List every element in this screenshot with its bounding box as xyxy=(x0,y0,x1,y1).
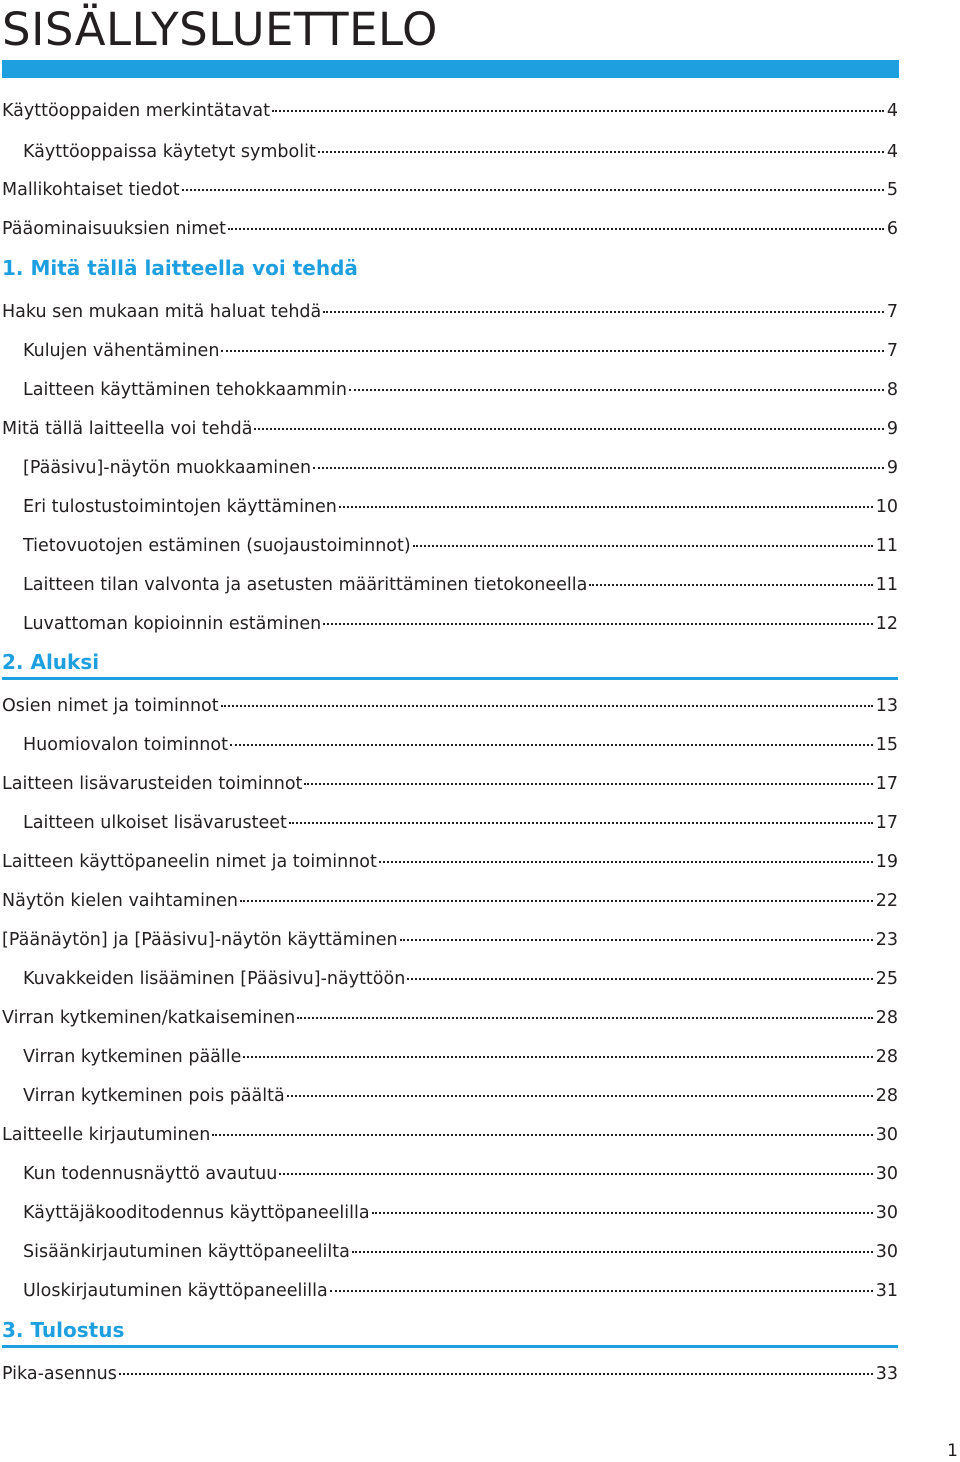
toc-entry-label: Käyttöoppaissa käytetyt symbolit xyxy=(23,142,316,162)
toc-entry[interactable] xyxy=(23,572,898,598)
dot-leader xyxy=(272,110,884,112)
toc-entry-label: Laitteelle kirjautuminen xyxy=(2,1125,211,1145)
toc-entry-label: Laitteen ulkoiset lisävarusteet xyxy=(23,813,287,833)
toc-entry-label: Mallikohtaiset tiedot xyxy=(2,180,180,200)
dot-leader xyxy=(323,623,872,625)
dot-leader xyxy=(379,861,873,863)
toc-entry[interactable] xyxy=(2,1361,898,1387)
dot-leader xyxy=(407,978,872,980)
dot-leader xyxy=(230,744,873,746)
toc-entry[interactable] xyxy=(23,139,898,165)
dot-leader xyxy=(212,1134,872,1136)
dot-leader xyxy=(589,584,872,586)
dot-leader xyxy=(400,939,873,941)
dot-leader xyxy=(313,467,884,469)
toc-entry-page: 22 xyxy=(875,891,898,911)
toc-entry-page: 11 xyxy=(875,575,898,595)
toc-entry[interactable] xyxy=(23,1161,898,1187)
toc-entry-page: 12 xyxy=(875,614,898,634)
toc-entry-page: 4 xyxy=(886,101,898,121)
toc-entry-page: 7 xyxy=(886,302,898,322)
toc-entry-label: Virran kytkeminen päälle xyxy=(23,1047,242,1067)
toc-entry-label: Tietovuotojen estäminen (suojaustoiminnot) xyxy=(23,536,411,556)
toc-entry-label: Mitä tällä laitteella voi tehdä xyxy=(2,419,253,439)
toc-entry-page: 19 xyxy=(875,852,898,872)
dot-leader xyxy=(323,311,884,313)
chapter-heading: 2. Aluksi xyxy=(2,650,100,674)
toc-entry-page: 5 xyxy=(886,180,898,200)
toc-entry-page: 9 xyxy=(886,419,898,439)
toc-entry-label: Laitteen tilan valvonta ja asetusten määrittäminen tietokoneella xyxy=(23,575,588,595)
toc-entry-label: Osien nimet ja toiminnot xyxy=(2,696,219,716)
toc-entry-label: Kulujen vähentäminen xyxy=(23,341,220,361)
toc-entry-label: Pika-asennus xyxy=(2,1364,117,1384)
toc-entry-page: 30 xyxy=(875,1164,898,1184)
toc-entry[interactable] xyxy=(23,533,898,559)
toc-entry-page: 15 xyxy=(875,735,898,755)
dot-leader xyxy=(413,545,873,547)
toc-entry[interactable] xyxy=(2,1122,898,1148)
dot-leader xyxy=(221,350,883,352)
toc-entry[interactable] xyxy=(2,98,898,124)
toc-entry[interactable] xyxy=(23,1278,898,1304)
dot-leader xyxy=(243,1056,872,1058)
dot-leader xyxy=(182,189,884,191)
dot-leader xyxy=(352,1251,873,1253)
toc-entry[interactable] xyxy=(23,810,898,836)
dot-leader xyxy=(279,1173,872,1175)
toc-entry-label: Uloskirjautuminen käyttöpaneelilla xyxy=(23,1281,328,1301)
toc-entry-label: Näytön kielen vaihtaminen xyxy=(2,891,238,911)
toc-entry[interactable] xyxy=(23,494,898,520)
toc-entry-page: 10 xyxy=(875,497,898,517)
toc-entry-label: Huomiovalon toiminnot xyxy=(23,735,228,755)
toc-entry-label: Kun todennusnäyttö avautuu xyxy=(23,1164,278,1184)
toc-entry[interactable] xyxy=(2,1005,898,1031)
dot-leader xyxy=(119,1373,873,1375)
dot-leader xyxy=(221,705,873,707)
toc-entry[interactable] xyxy=(2,416,898,442)
toc-entry-label: Virran kytkeminen pois päältä xyxy=(23,1086,285,1106)
toc-entry[interactable] xyxy=(2,177,898,203)
toc-entry[interactable] xyxy=(2,771,898,797)
toc-entry[interactable] xyxy=(23,1239,898,1265)
toc-entry-page: 33 xyxy=(875,1364,898,1384)
toc-entry-label: Laitteen käyttäminen tehokkaammin xyxy=(23,380,347,400)
toc-entry-page: 9 xyxy=(886,458,898,478)
toc-entry-label: Virran kytkeminen/katkaiseminen xyxy=(2,1008,296,1028)
toc-entry-page: 11 xyxy=(875,536,898,556)
dot-leader xyxy=(240,900,873,902)
dot-leader xyxy=(228,228,884,230)
toc-entry-page: 31 xyxy=(875,1281,898,1301)
toc-entry[interactable] xyxy=(23,1200,898,1226)
toc-entry-page: 23 xyxy=(875,930,898,950)
toc-entry-page: 30 xyxy=(875,1125,898,1145)
toc-entry-label: Sisäänkirjautuminen käyttöpaneelilta xyxy=(23,1242,350,1262)
toc-entry-label: [Pääsivu]-näytön muokkaaminen xyxy=(23,458,312,478)
dot-leader xyxy=(254,428,883,430)
toc-entry[interactable] xyxy=(23,611,898,637)
chapter-rule xyxy=(2,677,898,680)
toc-entry[interactable] xyxy=(23,732,898,758)
toc-entry-page: 17 xyxy=(875,774,898,794)
toc-entry-page: 25 xyxy=(875,969,898,989)
toc-entry[interactable] xyxy=(23,377,898,403)
toc-entry-label: Luvattoman kopioinnin estäminen xyxy=(23,614,322,634)
toc-entry[interactable] xyxy=(23,455,898,481)
toc-entry[interactable] xyxy=(23,1083,898,1109)
toc-entry-page: 6 xyxy=(886,219,898,239)
dot-leader xyxy=(339,506,873,508)
toc-entry-label: Laitteen lisävarusteiden toiminnot xyxy=(2,774,303,794)
toc-entry-page: 17 xyxy=(875,813,898,833)
toc-entry-page: 13 xyxy=(875,696,898,716)
toc-entry-label: Käyttäjäkooditodennus käyttöpaneelilla xyxy=(23,1203,370,1223)
toc-entry-page: 30 xyxy=(875,1242,898,1262)
toc-entry-label: Laitteen käyttöpaneelin nimet ja toiminnot xyxy=(2,852,377,872)
toc-entry-page: 7 xyxy=(886,341,898,361)
toc-entry[interactable] xyxy=(23,338,898,364)
chapter-rule xyxy=(2,1345,898,1348)
chapter-heading: 3. Tulostus xyxy=(2,1318,125,1342)
toc-entry-page: 8 xyxy=(886,380,898,400)
chapter-heading: 1. Mitä tällä laitteella voi tehdä xyxy=(2,256,358,280)
toc-entry-label: Käyttöoppaiden merkintätavat xyxy=(2,101,270,121)
dot-leader xyxy=(287,1095,873,1097)
toc-entry-page: 4 xyxy=(886,142,898,162)
toc-entry[interactable] xyxy=(2,216,898,242)
toc-entry-page: 28 xyxy=(875,1008,898,1028)
dot-leader xyxy=(304,783,872,785)
toc-entry[interactable] xyxy=(2,927,898,953)
toc-entry-label: [Päänäytön] ja [Pääsivu]-näytön käyttäminen xyxy=(2,930,398,950)
toc-entry[interactable] xyxy=(23,966,898,992)
toc-entry-label: Eri tulostustoimintojen käyttäminen xyxy=(23,497,337,517)
page-number: 1 xyxy=(947,1441,958,1461)
toc-entry[interactable] xyxy=(2,888,898,914)
toc-entry[interactable] xyxy=(2,693,898,719)
toc-entry-page: 30 xyxy=(875,1203,898,1223)
toc-entry[interactable] xyxy=(23,1044,898,1070)
toc-entry-page: 28 xyxy=(875,1086,898,1106)
toc-entry-label: Haku sen mukaan mitä haluat tehdä xyxy=(2,302,322,322)
toc-entry[interactable] xyxy=(2,299,898,325)
toc-entry-label: Pääominaisuuksien nimet xyxy=(2,219,226,239)
dot-leader xyxy=(318,151,884,153)
dot-leader xyxy=(349,389,884,391)
toc-entry-label: Kuvakkeiden lisääminen [Pääsivu]-näyttöön xyxy=(23,969,406,989)
toc-entry[interactable] xyxy=(2,849,898,875)
dot-leader xyxy=(297,1017,872,1019)
dot-leader xyxy=(372,1212,873,1214)
dot-leader xyxy=(289,822,873,824)
toc-entry-page: 28 xyxy=(875,1047,898,1067)
dot-leader xyxy=(330,1290,873,1292)
page-title: SISÄLLYSLUETTELO xyxy=(2,3,438,56)
